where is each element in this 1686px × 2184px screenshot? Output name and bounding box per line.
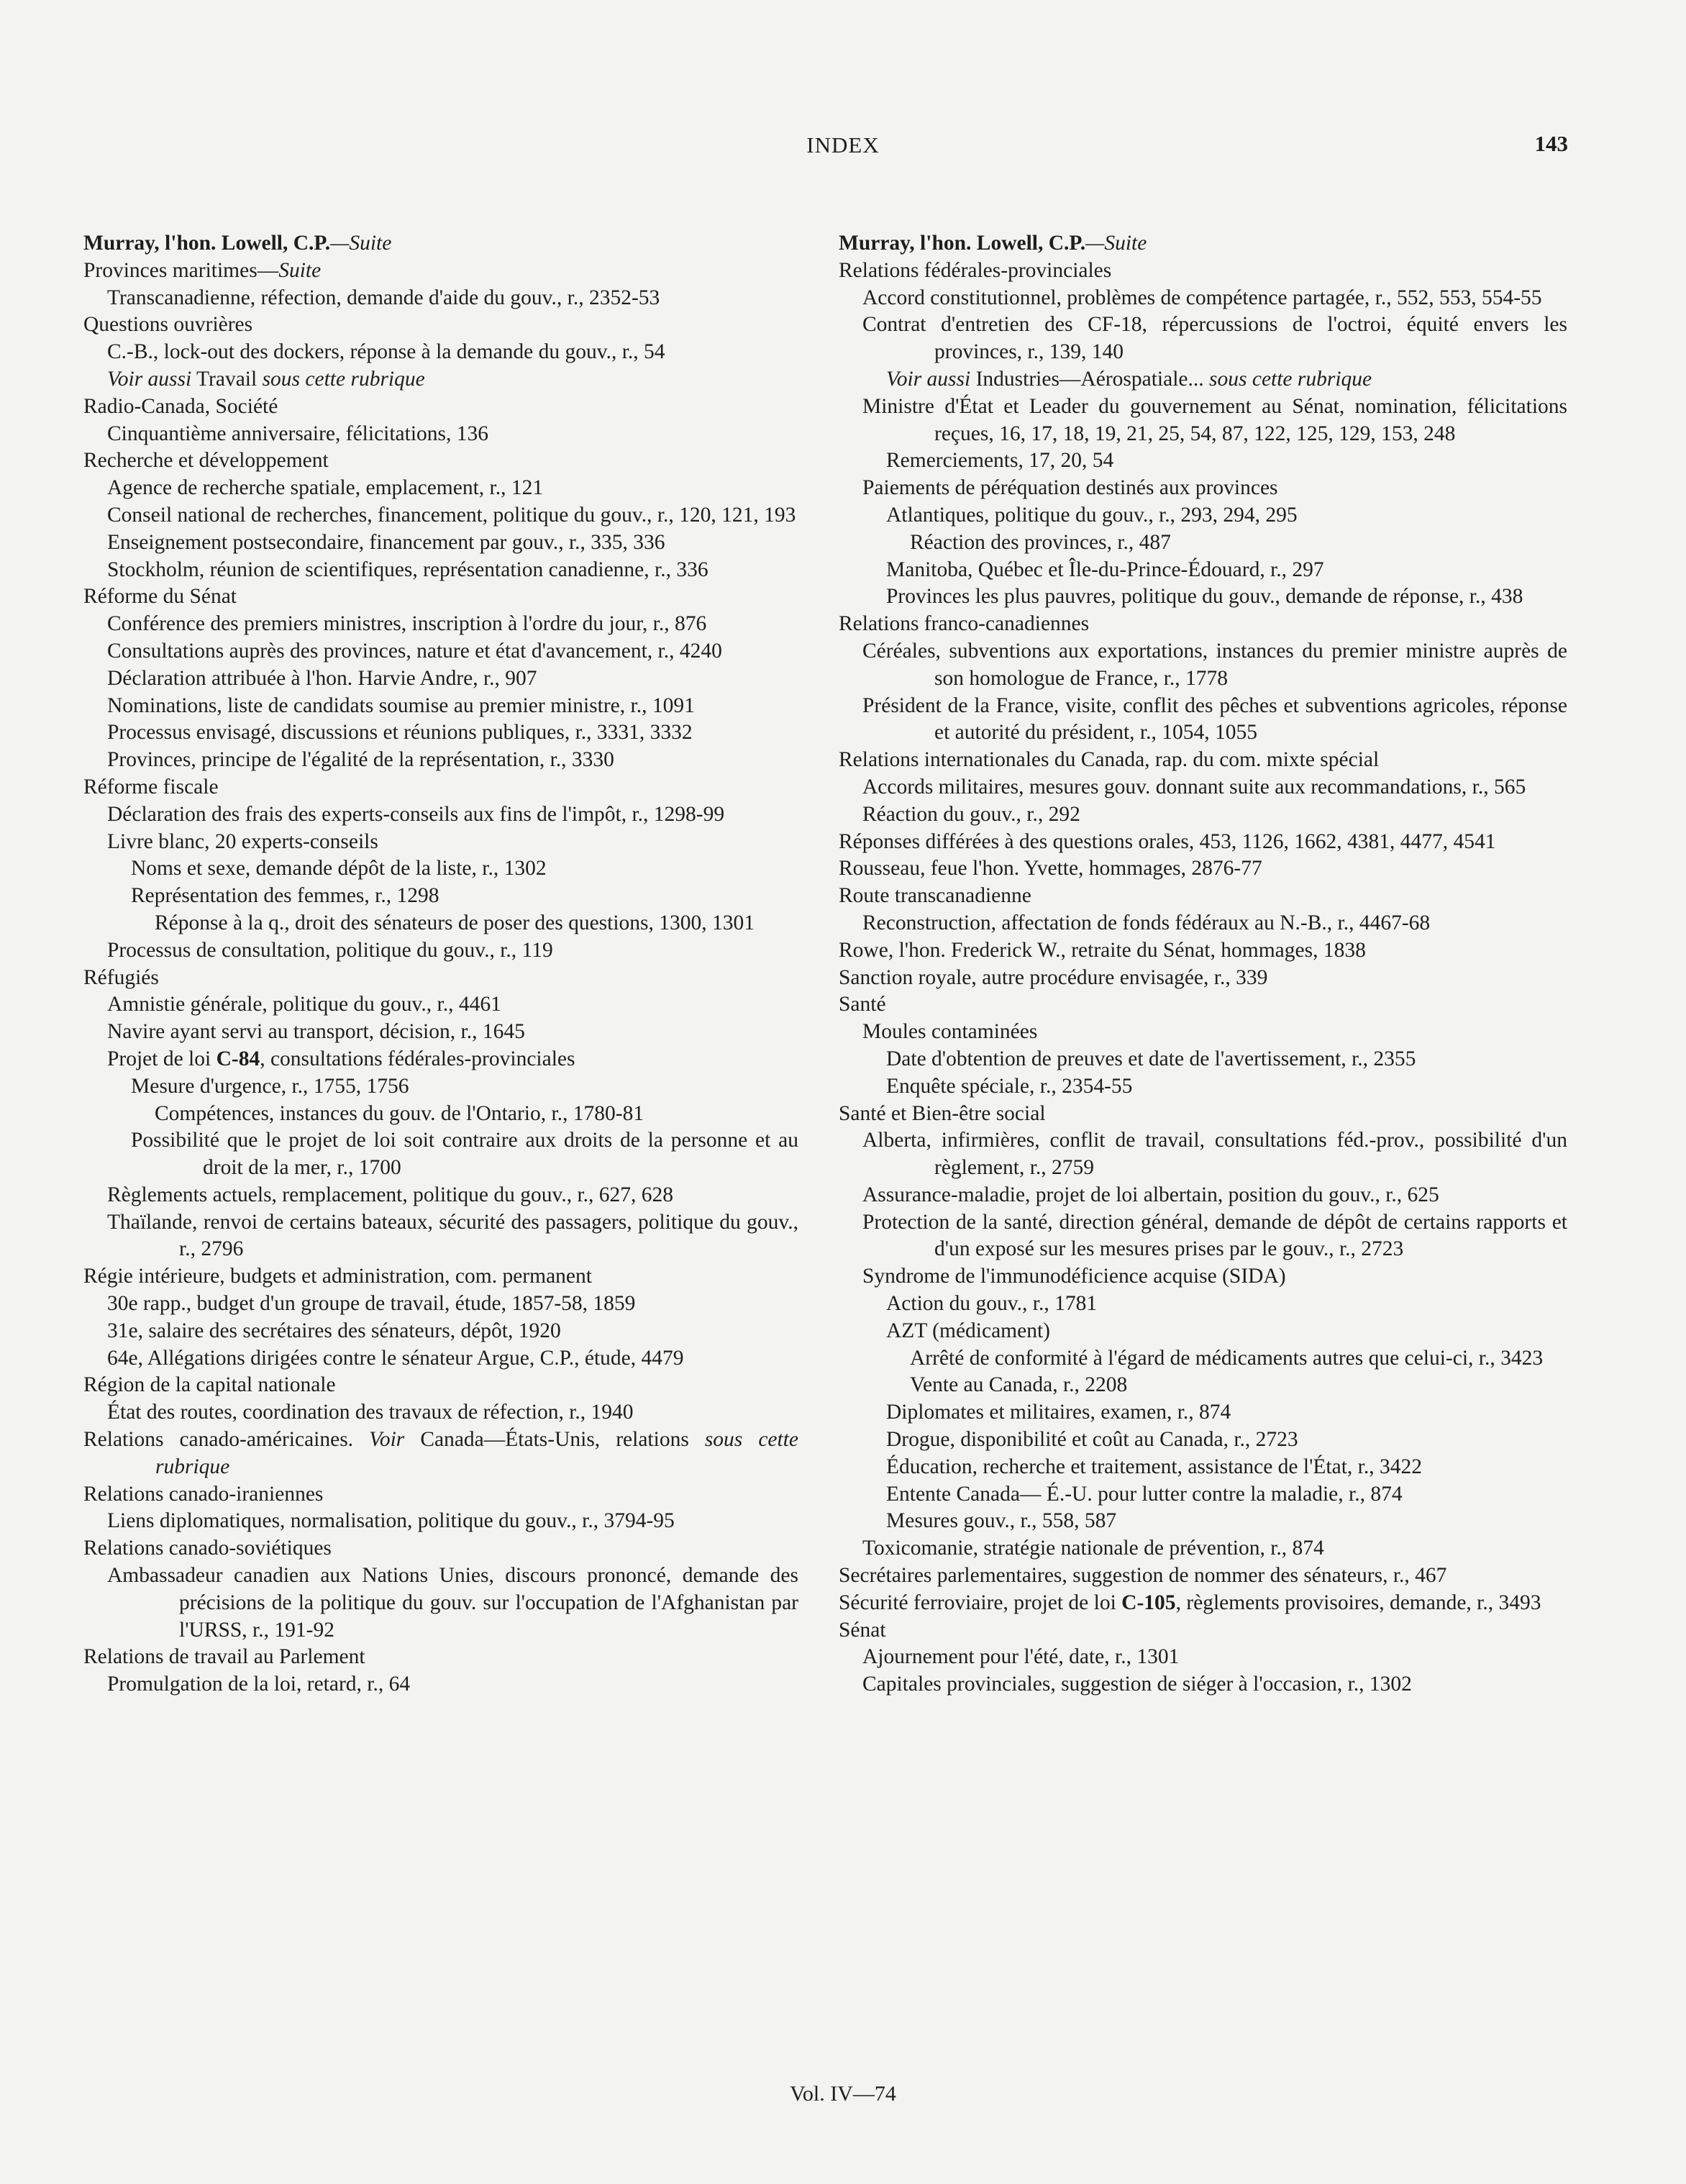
- entry-text: Conférence des premiers ministres, inscription à l'ordre du jour, r., 876: [107, 612, 707, 636]
- entry-text: Compétences, instances du gouv. de l'Ontario, r., 1780-81: [155, 1101, 644, 1125]
- entry-text-segment: sous cette rubrique: [1209, 367, 1372, 391]
- index-entry: [83, 1291, 798, 1318]
- entry-text: Travail: [191, 367, 263, 391]
- entry-text: Vente au Canada, r., 2208: [910, 1373, 1128, 1397]
- index-entry: [839, 475, 1567, 502]
- index-entry: [83, 311, 798, 339]
- index-entry: [83, 910, 798, 937]
- index-entry: [83, 774, 798, 801]
- index-entry: [839, 311, 1567, 366]
- entry-text-segment: Canada—États-Unis, relations: [404, 1428, 705, 1452]
- index-entry: [839, 447, 1567, 475]
- index-entry: [839, 366, 1567, 393]
- entry-text-segment: sous cette rubrique: [262, 367, 425, 391]
- index-entry: [83, 937, 798, 965]
- index-entry: [839, 1454, 1567, 1481]
- index-entry: [83, 747, 798, 774]
- entry-text: Réponses différées à des questions orales, 453, 1126, 1662, 4381, 4477, 4541: [839, 829, 1496, 853]
- index-entry: [83, 583, 798, 611]
- entry-text: Toxicomanie, stratégie nationale de prévention, r., 874: [862, 1537, 1324, 1560]
- entry-text: Protection de la santé, direction général, demande de dépôt de certains rapports et d'un exposé sur les mesures prises par le gouv., r., 2723: [862, 1210, 1567, 1261]
- index-entry: [83, 557, 798, 584]
- index-entry: [83, 829, 798, 856]
- index-entry: [83, 339, 798, 366]
- entry-text: Moules contaminées: [862, 1020, 1038, 1044]
- entry-text: Route transcanadienne: [839, 884, 1031, 908]
- index-entry: [839, 883, 1567, 910]
- index-entry: [839, 1263, 1567, 1291]
- index-entry: [83, 1127, 798, 1182]
- index-entry: [839, 693, 1567, 747]
- entry-text-segment: Voir: [369, 1428, 405, 1452]
- entry-text-segment: , consultations fédérales-provinciales: [260, 1047, 575, 1070]
- index-entry: [839, 1073, 1567, 1101]
- entry-text: Recherche et développement: [83, 449, 329, 473]
- index-entry: [83, 719, 798, 747]
- entry-text: Mesures gouv., r., 558, 587: [886, 1509, 1117, 1533]
- entry-text-segment: C-84: [216, 1047, 260, 1070]
- entry-text: Réforme du Sénat: [83, 585, 237, 609]
- entry-text: Réaction du gouv., r., 292: [862, 802, 1080, 826]
- index-entry: [839, 1345, 1567, 1373]
- entry-text: Relations canado-soviétiques: [83, 1537, 332, 1560]
- index-entry: [83, 475, 798, 502]
- entry-text: Mesure d'urgence, r., 1755, 1756: [131, 1074, 409, 1098]
- entry-text: Réponse à la q., droit des sénateurs de poser des questions, 1300, 1301: [155, 911, 755, 934]
- entry-text: Action du gouv., r., 1781: [886, 1292, 1098, 1316]
- entry-text: Syndrome de l'immunodéficience acquise (SIDA): [862, 1265, 1286, 1288]
- entry-text: Santé et Bien-être social: [839, 1101, 1046, 1125]
- entry-text: Questions ouvrières: [83, 313, 253, 337]
- index-entry: [839, 1291, 1567, 1318]
- entry-text-segment: Suite: [278, 258, 322, 282]
- index-entry: [83, 1046, 798, 1073]
- entry-text: Projet de loi: [107, 1047, 217, 1070]
- index-entry: [83, 1535, 798, 1562]
- entry-text: Ambassadeur canadien aux Nations Unies, discours prononcé, demande des précisions de la politique du gouv. sur l'occupation de l'Afghanistan par l'URSS, r., 191-92: [107, 1564, 798, 1642]
- entry-text: Consultations auprès des provinces, nature et état d'avancement, r., 4240: [107, 639, 722, 663]
- entry-text: Transcanadienne, réfection, demande d'aide du gouv., r., 2352-53: [107, 286, 660, 309]
- entry-text: Industries—Aérospatiale...: [970, 367, 1210, 391]
- entry-text: Règlements actuels, remplacement, politique du gouv., r., 627, 628: [107, 1183, 674, 1206]
- index-entry: [83, 965, 798, 992]
- index-entry: [83, 801, 798, 829]
- entry-text: Relations fédérales-provinciales: [839, 258, 1112, 282]
- entry-text: Livre blanc, 20 experts-conseils: [107, 829, 378, 853]
- entry-text: Déclaration des frais des experts-conseils aux fins de l'impôt, r., 1298-99: [107, 802, 725, 826]
- index-entry: [839, 1372, 1567, 1399]
- entry-text: Navire ayant servi au transport, décision, r., 1645: [107, 1020, 525, 1044]
- entry-text: Processus envisagé, discussions et réunions publiques, r., 3331, 3332: [107, 721, 693, 745]
- index-entry: [83, 1508, 798, 1535]
- entry-text: Déclaration attribuée à l'hon. Harvie Andre, r., 907: [107, 666, 537, 690]
- entry-text: Remerciements, 17, 20, 54: [886, 449, 1114, 473]
- index-entry: [839, 937, 1567, 965]
- index-heading: [83, 230, 798, 258]
- index-entry: [839, 829, 1567, 856]
- entry-text: Régie intérieure, budgets et administration, com. permanent: [83, 1265, 592, 1288]
- index-entry: [83, 991, 798, 1019]
- entry-text: Capitales provinciales, suggestion de siéger à l'occasion, r., 1302: [862, 1673, 1412, 1696]
- index-column-right: [839, 230, 1567, 1698]
- index-entry: [839, 801, 1567, 829]
- entry-text: Paiements de péréquation destinés aux provinces: [862, 476, 1278, 500]
- entry-text: Rowe, l'hon. Frederick W., retraite du Sénat, hommages, 1838: [839, 938, 1366, 962]
- index-entry: [83, 529, 798, 557]
- entry-text: Arrêté de conformité à l'égard de médicaments autres que celui-ci, r., 3423: [910, 1346, 1544, 1370]
- index-entry: [83, 1644, 798, 1671]
- entry-text: Promulgation de la loi, retard, r., 64: [107, 1673, 411, 1696]
- entry-text-segment: C-105: [1121, 1591, 1176, 1614]
- index-entry: [839, 1508, 1567, 1535]
- index-entry: [83, 1019, 798, 1046]
- index-entry: [83, 258, 798, 285]
- entry-text: Relations canado-iraniennes: [83, 1482, 324, 1506]
- index-entry: [839, 285, 1567, 312]
- entry-text-segment: , règlements provisoires, demande, r., 3493: [1175, 1591, 1541, 1614]
- index-entry: [83, 1073, 798, 1101]
- page-number: 143: [1534, 131, 1568, 156]
- suite-suffix: —Suite: [1085, 232, 1147, 255]
- entry-text: Diplomates et militaires, examen, r., 874: [886, 1401, 1231, 1424]
- index-entry: [839, 583, 1567, 611]
- index-entry: [83, 1481, 798, 1509]
- entry-text: Sanction royale, autre procédure envisagée, r., 339: [839, 965, 1268, 989]
- index-entry: [83, 285, 798, 312]
- index-entry: [839, 1481, 1567, 1509]
- entry-text: Cinquantième anniversaire, félicitations, 136: [107, 422, 489, 445]
- entry-text: Provinces, principe de l'égalité de la représentation, r., 3330: [107, 748, 614, 772]
- entry-text: Manitoba, Québec et Île-du-Prince-Édouard, r., 297: [886, 558, 1324, 581]
- entry-text: Président de la France, visite, conflit des pêches et subventions agricoles, réponse et autorité du président, r., 1054, 1055: [862, 693, 1567, 745]
- index-entry: [83, 502, 798, 529]
- entry-text: Éducation, recherche et traitement, assistance de l'État, r., 3422: [886, 1455, 1422, 1478]
- index-entry: [839, 1671, 1567, 1698]
- entry-text: Secrétaires parlementaires, suggestion de nommer des sénateurs, r., 467: [839, 1564, 1447, 1588]
- entry-text: Enquête spéciale, r., 2354-55: [886, 1074, 1133, 1098]
- entry-text: Reconstruction, affectation de fonds fédéraux au N.-B., r., 4467-68: [862, 911, 1431, 934]
- index-entry: [83, 1399, 798, 1427]
- entry-text: Ministre d'État et Leader du gouvernement au Sénat, nomination, félicitations reçues, 16, 17, 18, 19, 21, 25, 54, 87, 122, 125, 129, 153, 248: [862, 394, 1567, 445]
- entry-text: Relations franco-canadiennes: [839, 612, 1090, 636]
- index-entry: [839, 747, 1567, 774]
- entry-text: Date d'obtention de preuves et date de l'avertissement, r., 2355: [886, 1047, 1416, 1070]
- index-entry: [83, 1209, 798, 1264]
- entry-text: 31e, salaire des secrétaires des sénateurs, dépôt, 1920: [107, 1319, 561, 1342]
- entry-text: Réaction des provinces, r., 487: [910, 530, 1171, 554]
- index-entry: [839, 258, 1567, 285]
- index-heading: [839, 230, 1567, 258]
- index-entry: [83, 1427, 798, 1481]
- entry-text: Liens diplomatiques, normalisation, politique du gouv., r., 3794-95: [107, 1509, 675, 1533]
- entry-text: Stockholm, réunion de scientifiques, représentation canadienne, r., 336: [107, 558, 708, 581]
- entry-text: Atlantiques, politique du gouv., r., 293, 294, 295: [886, 503, 1298, 527]
- entry-text: Céréales, subventions aux exportations, instances du premier ministre auprès de son homologue de France, r., 1778: [862, 639, 1567, 690]
- suite-suffix: —Suite: [330, 232, 392, 255]
- index-entry: [839, 1427, 1567, 1454]
- index-entry: [839, 1127, 1567, 1182]
- index-entry: [839, 557, 1567, 584]
- index-entry: [839, 910, 1567, 937]
- entry-text: C.-B., lock-out des dockers, réponse à la demande du gouv., r., 54: [107, 340, 665, 364]
- entry-text: Relations de travail au Parlement: [83, 1645, 365, 1669]
- entry-text-segment: sous cette rubrique: [155, 1428, 798, 1478]
- entry-text: 64e, Allégations dirigées contre le sénateur Argue, C.P., étude, 4479: [107, 1346, 684, 1370]
- entry-text: Entente Canada— É.-U. pour lutter contre la maladie, r., 874: [886, 1482, 1403, 1506]
- index-entry: [839, 1590, 1567, 1617]
- entry-text: Réfugiés: [83, 965, 159, 989]
- index-column-left: [83, 230, 798, 1698]
- entry-text: Murray, l'hon. Lowell, C.P.: [83, 232, 331, 255]
- entry-text: AZT (médicament): [886, 1319, 1050, 1342]
- entry-text: Alberta, infirmières, conflit de travail, consultations féd.-prov., possibilité d'un règlement, r., 2759: [862, 1129, 1567, 1180]
- index-entry: [83, 393, 798, 421]
- index-entry: [839, 1046, 1567, 1073]
- index-entry: [839, 638, 1567, 693]
- index-entry: [83, 1671, 798, 1698]
- index-entry: [839, 965, 1567, 992]
- entry-text: Nominations, liste de candidats soumise au premier ministre, r., 1091: [107, 693, 695, 717]
- index-entry: [839, 1209, 1567, 1264]
- entry-text: Murray, l'hon. Lowell, C.P.: [839, 232, 1086, 255]
- index-entry: [839, 1019, 1567, 1046]
- index-entry: [83, 1182, 798, 1209]
- index-entry: [83, 638, 798, 665]
- entry-text: Agence de recherche spatiale, emplacement, r., 121: [107, 476, 544, 500]
- entry-text: Provinces maritimes—: [83, 258, 279, 282]
- entry-text: Région de la capital nationale: [83, 1373, 336, 1397]
- entry-text: Provinces les plus pauvres, politique du gouv., demande de réponse, r., 438: [886, 585, 1523, 609]
- entry-text: Relations canado-américaines.: [83, 1428, 370, 1452]
- index-entry: [83, 1318, 798, 1345]
- entry-text: Enseignement postsecondaire, financement par gouv., r., 335, 336: [107, 530, 665, 554]
- entry-text-segment: Voir aussi: [886, 367, 971, 391]
- index-entry: [839, 502, 1567, 529]
- index-entry: [839, 611, 1567, 638]
- index-entry: [83, 1562, 798, 1644]
- entry-text: Processus de consultation, politique du gouv., r., 119: [107, 938, 553, 962]
- index-entry: [839, 774, 1567, 801]
- index-entry: [839, 855, 1567, 883]
- index-entry: [83, 421, 798, 448]
- entry-text: Rousseau, feue l'hon. Yvette, hommages, 2876-77: [839, 857, 1262, 881]
- index-entry: [83, 1345, 798, 1373]
- entry-text: Ajournement pour l'été, date, r., 1301: [862, 1645, 1180, 1669]
- entry-text: Contrat d'entretien des CF-18, répercussions de l'octroi, équité envers les provinces, r., 139, 140: [862, 313, 1567, 364]
- index-entry: [839, 991, 1567, 1019]
- entry-text: Noms et sexe, demande dépôt de la liste, r., 1302: [131, 857, 547, 881]
- index-entry: [839, 1617, 1567, 1644]
- entry-text: Sénat: [839, 1618, 886, 1642]
- index-entry: [839, 1399, 1567, 1427]
- index-entry: [839, 1562, 1567, 1590]
- entry-text: Assurance-maladie, projet de loi albertain, position du gouv., r., 625: [862, 1183, 1439, 1206]
- entry-text: Relations internationales du Canada, rap. du com. mixte spécial: [839, 748, 1380, 772]
- index-entry: [839, 393, 1567, 448]
- index-entry: [83, 1263, 798, 1291]
- entry-text: État des routes, coordination des travaux de réfection, r., 1940: [107, 1401, 634, 1424]
- entry-text-segment: Voir aussi: [107, 367, 192, 391]
- index-entry: [83, 855, 798, 883]
- index-entry: [83, 366, 798, 393]
- entry-text: Représentation des femmes, r., 1298: [131, 884, 439, 908]
- entry-text: Drogue, disponibilité et coût au Canada, r., 2723: [886, 1428, 1298, 1452]
- index-entry: [839, 1182, 1567, 1209]
- entry-text: Thaïlande, renvoi de certains bateaux, sécurité des passagers, politique du gouv., r., 2796: [107, 1210, 798, 1261]
- entry-text: Radio-Canada, Société: [83, 394, 278, 418]
- index-entry: [839, 1101, 1567, 1128]
- entry-text: Réforme fiscale: [83, 775, 219, 798]
- index-entry: [839, 1535, 1567, 1562]
- index-entry: [83, 693, 798, 720]
- entry-text: Accords militaires, mesures gouv. donnant suite aux recommandations, r., 565: [862, 775, 1526, 798]
- running-head: INDEX: [806, 132, 880, 158]
- entry-text: Sécurité ferroviaire, projet de loi: [839, 1591, 1122, 1614]
- index-entry: [839, 1644, 1567, 1671]
- index-entry: [83, 447, 798, 475]
- volume-footer: Vol. IV—74: [790, 2082, 896, 2106]
- index-entry: [83, 665, 798, 693]
- entry-text: Santé: [839, 993, 886, 1016]
- entry-text: Accord constitutionnel, problèmes de compétence partagée, r., 552, 553, 554-55: [862, 286, 1542, 309]
- index-entry: [839, 529, 1567, 557]
- index-entry: [83, 1101, 798, 1128]
- entry-text: Possibilité que le projet de loi soit contraire aux droits de la personne et au droit de la mer, r., 1700: [131, 1129, 798, 1180]
- index-entry: [83, 883, 798, 910]
- entry-text: Amnistie générale, politique du gouv., r., 4461: [107, 993, 501, 1016]
- index-entry: [839, 1318, 1567, 1345]
- entry-text: Conseil national de recherches, financement, politique du gouv., r., 120, 121, 193: [107, 503, 796, 527]
- index-entry: [83, 1372, 798, 1399]
- index-entry: [83, 611, 798, 638]
- entry-text: 30e rapp., budget d'un groupe de travail, étude, 1857-58, 1859: [107, 1292, 636, 1316]
